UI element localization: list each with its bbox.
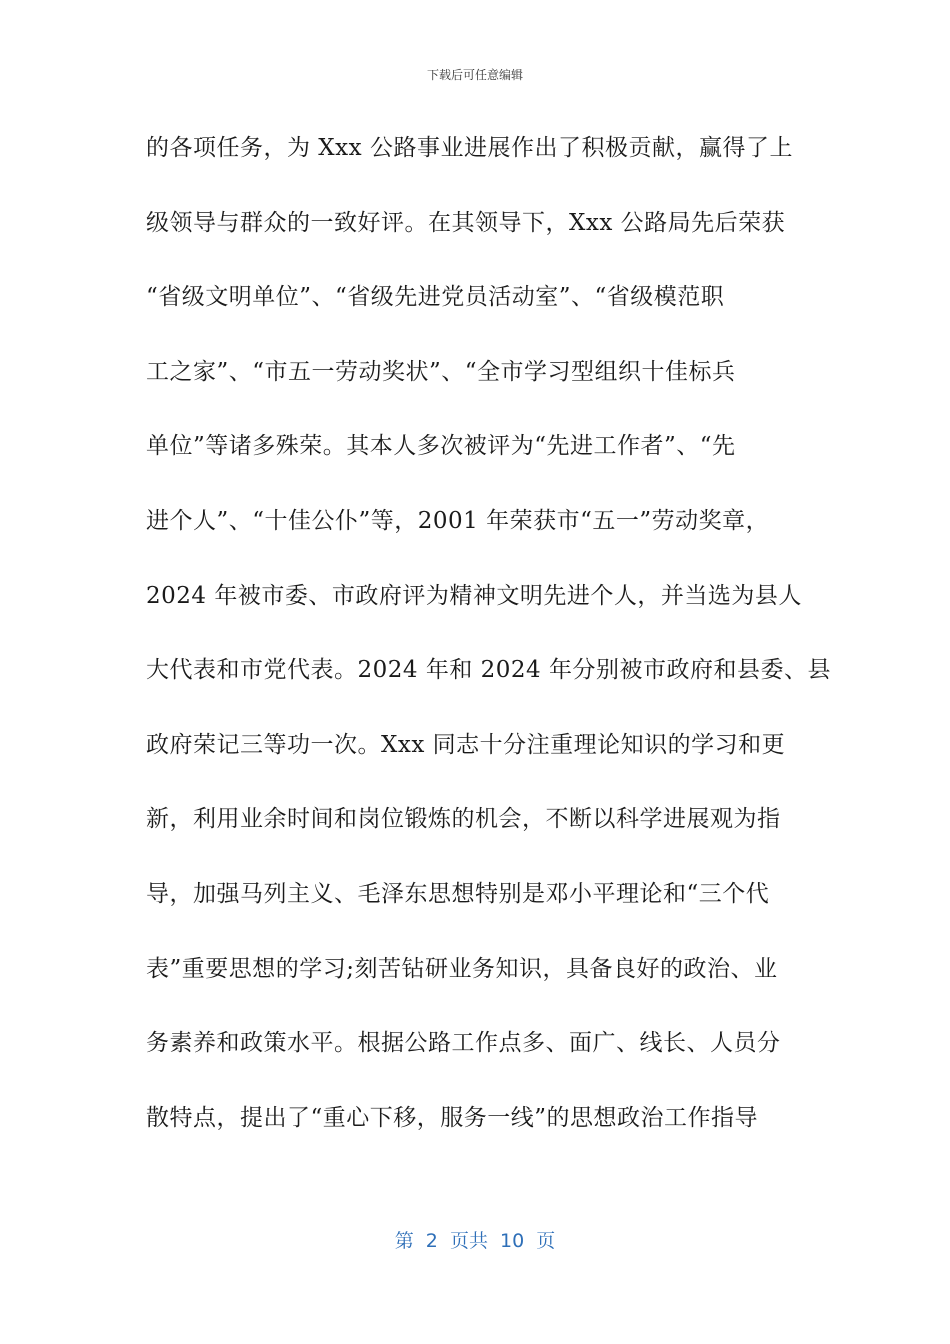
text-line: 新，利用业余时间和岗位锻炼的机会，不断以科学进展观为指 — [146, 806, 781, 833]
text-line: 2024 年被市委、市政府评为精神文明先进个人，并当选为县人 — [146, 582, 802, 609]
text-line: 散特点，提出了“重心下移，服务一线”的思想政治工作指导 — [146, 1104, 759, 1131]
text-line: 的各项任务，为 Xxx 公路事业进展作出了积极贡献，赢得了上 — [146, 135, 793, 161]
text-line: 工之家”、“市五一劳动奖状”、“全市学习型组织十佳标兵 — [146, 358, 736, 385]
text-line: 务素养和政策水平。根据公路工作点多、面广、线长、人员分 — [146, 1030, 781, 1057]
text-line: 进个人”、“十佳公仆”等，2001 年荣获市“五一”劳动奖章， — [146, 507, 770, 534]
page-number-footer: 第 2 页共 10 页 — [394, 1230, 556, 1252]
text-line: 表”重要思想的学习;刻苦钻研业务知识，具备良好的政治、业 — [146, 955, 778, 982]
text-line: 级领导与群众的一致好评。在其领导下，Xxx 公路局先后荣获 — [146, 209, 786, 236]
text-line: 政府荣记三等功一次。Xxx 同志十分注重理论知识的学习和更 — [146, 731, 786, 758]
text-line: 大代表和市党代表。2024 年和 2024 年分别被市政府和县委、县 — [146, 657, 831, 684]
page-header: 下载后可任意编辑 — [426, 68, 523, 82]
body-text — [146, 128, 831, 1172]
text-line: 导，加强马列主义、毛泽东思想特别是邓小平理论和“三个代 — [146, 880, 770, 907]
text-line: 单位”等诸多殊荣。其本人多次被评为“先进工作者”、“先 — [146, 433, 736, 460]
text-line: “省级文明单位”、“省级先进党员活动室”、“省级模范职 — [146, 284, 725, 311]
